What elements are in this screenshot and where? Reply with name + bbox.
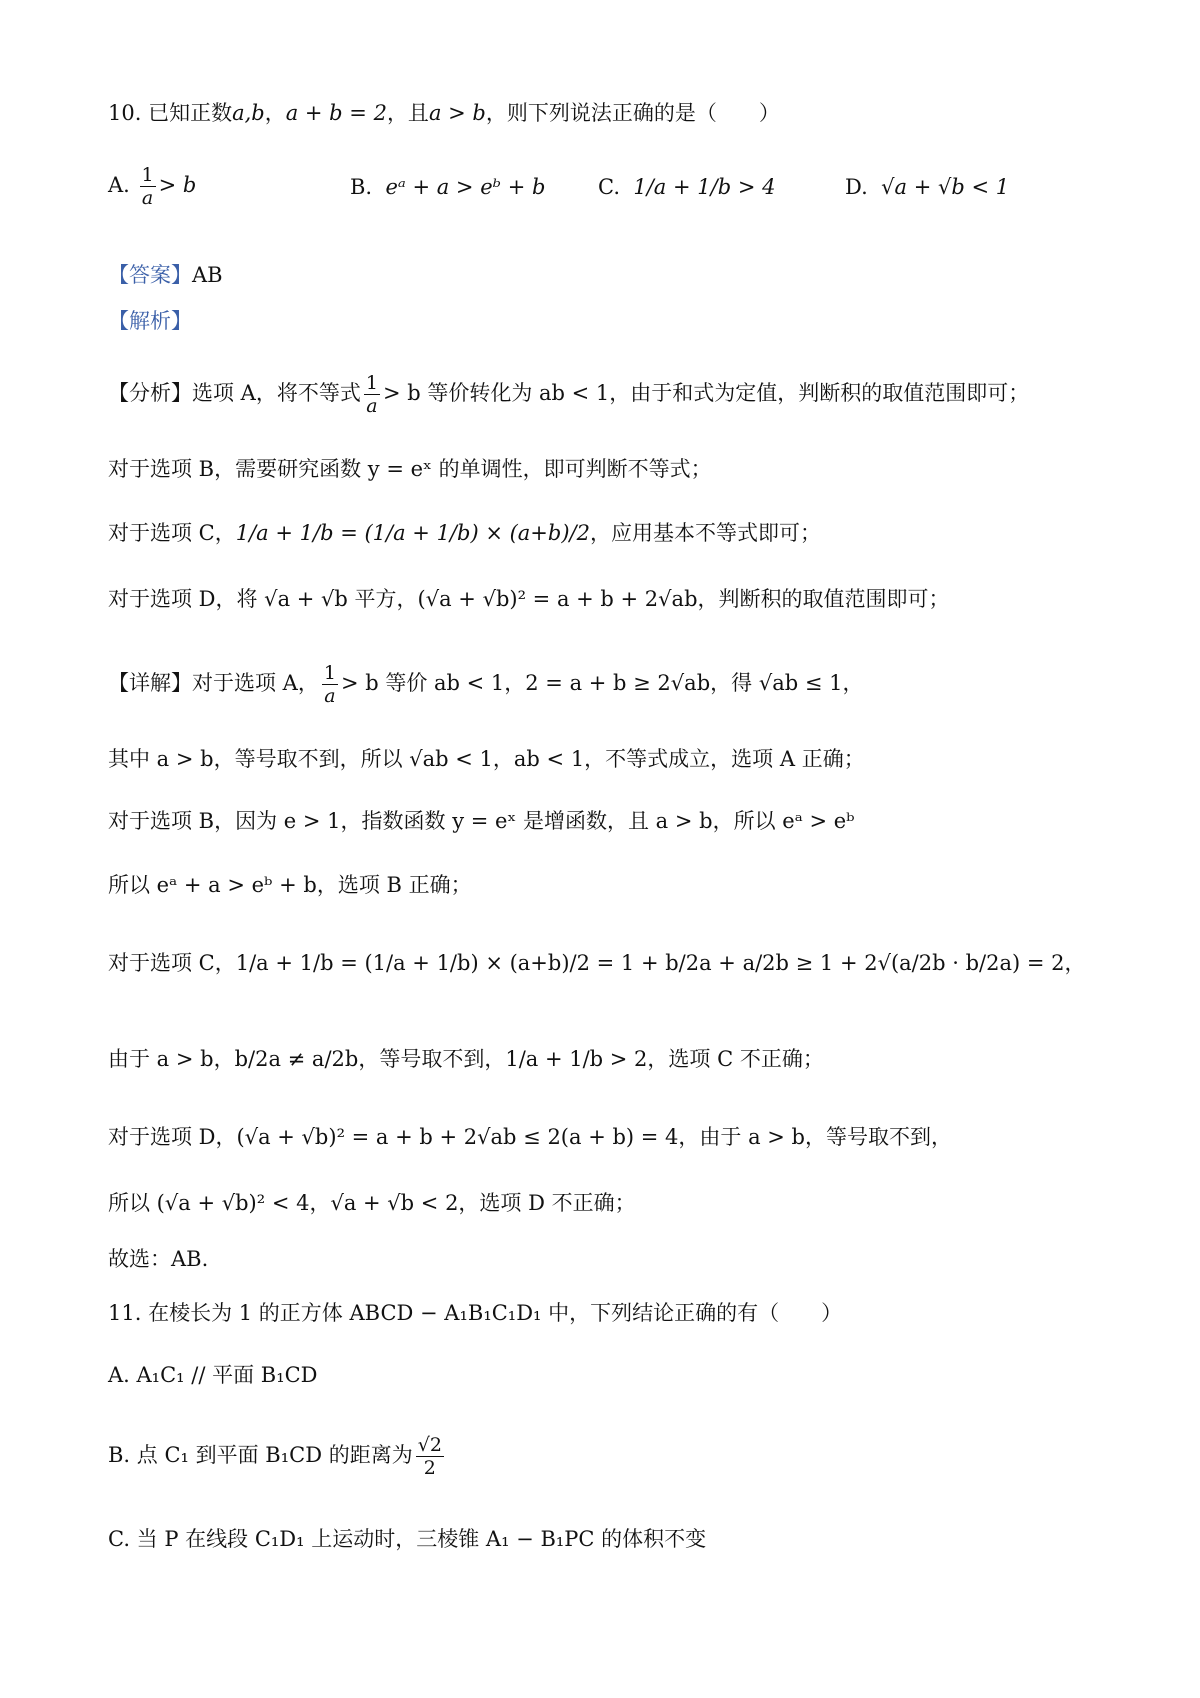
q10-stem-text3: ，则下列说法正确的是（ ） bbox=[485, 101, 780, 125]
q11-stem-text: 11. 在棱长为 1 的正方体 ABCD − A₁B₁C₁D₁ 中，下列结论正确的有（ ） bbox=[108, 1301, 843, 1325]
q10-option-b bbox=[350, 172, 545, 202]
fraction-denominator: a bbox=[140, 186, 156, 209]
q11-option-c bbox=[108, 1524, 1110, 1554]
q10-stem-text2: ，且 bbox=[386, 101, 429, 125]
option-label: D. bbox=[845, 175, 868, 199]
analysis-line-1 bbox=[108, 372, 1110, 417]
analysis-text: ，应用基本不等式即可； bbox=[589, 521, 821, 545]
fraction bbox=[416, 1434, 444, 1479]
analysis-line-4 bbox=[108, 584, 1110, 614]
detail-line-3 bbox=[108, 806, 1110, 836]
q10-option-a bbox=[108, 164, 196, 209]
detail-text: 对于选项 C，1/a + 1/b = (1/a + 1/b) × (a+b)/2 = 1 + b/2a + a/2b ≥ 1 + 2√(a/2b · b/2a) = 2， bbox=[108, 951, 1086, 975]
detail-text: > b 等价 ab < 1，2 = a + b ≥ 2√ab，得 √ab ≤ 1， bbox=[340, 671, 864, 695]
option-text: B. 点 C₁ 到平面 B₁CD 的距离为 bbox=[108, 1443, 413, 1467]
detail-text: 其中 a > b，等号取不到，所以 √ab < 1，ab < 1，不等式成立，选项 A 正确； bbox=[108, 747, 865, 771]
analysis-text: 对于选项 B，需要研究函数 y = eˣ 的单调性，即可判断不等式； bbox=[108, 457, 712, 481]
option-expr: √a + √b < 1 bbox=[881, 175, 1010, 199]
detail-text: 对于选项 B，因为 e > 1，指数函数 y = eˣ 是增函数，且 a > b，所以 eᵃ > eᵇ bbox=[108, 809, 855, 833]
q10-stem-text: 10. 已知正数 bbox=[108, 101, 233, 125]
detail-line-4 bbox=[108, 870, 1110, 900]
analysis-line-2 bbox=[108, 454, 1110, 484]
q10-equation: a + b = 2 bbox=[285, 101, 387, 125]
option-label: C. bbox=[598, 175, 620, 199]
detail-line-1 bbox=[108, 662, 1110, 707]
analysis-header bbox=[108, 306, 1110, 336]
detail-line-6 bbox=[108, 1044, 1110, 1074]
q10-stem bbox=[108, 98, 1110, 128]
option-text: A. A₁C₁ // 平面 B₁CD bbox=[108, 1363, 318, 1387]
detail-text: 由于 a > b，b/2a ≠ a/2b，等号取不到，1/a + 1/b > 2，选项 C 不正确； bbox=[108, 1047, 824, 1071]
detail-text: 对于选项 D，(√a + √b)² = a + b + 2√ab ≤ 2(a + b) = 4，由于 a > b，等号取不到， bbox=[108, 1125, 952, 1149]
detail-line-7 bbox=[108, 1122, 1110, 1152]
analysis-formula: 1/a + 1/b = (1/a + 1/b) × (a+b)/2 bbox=[235, 521, 590, 545]
analysis-tag: 【解析】 bbox=[108, 309, 192, 333]
analysis-line-3 bbox=[108, 518, 1110, 548]
detail-line-2 bbox=[108, 744, 1110, 774]
q10-vars: a,b bbox=[232, 101, 265, 125]
fraction-denominator: a bbox=[364, 394, 380, 417]
xiangjie-tag: 【详解】 bbox=[108, 671, 192, 695]
q10-sep: ， bbox=[264, 101, 286, 125]
q11-stem bbox=[108, 1298, 1110, 1328]
answer-line bbox=[108, 260, 1110, 290]
detail-line-9 bbox=[108, 1244, 1110, 1274]
analysis-text: 对于选项 D，将 √a + √b 平方，(√a + √b)² = a + b + 2√ab，判断积的取值范围即可； bbox=[108, 587, 950, 611]
q10-option-d bbox=[845, 172, 1009, 202]
fraction-denominator: 2 bbox=[416, 1456, 444, 1479]
option-expr: 1/a + 1/b > 4 bbox=[633, 175, 776, 199]
fenxi-tag: 【分析】 bbox=[108, 381, 192, 405]
analysis-text: 选项 A，将不等式 bbox=[192, 381, 361, 405]
option-label: B. bbox=[350, 175, 373, 199]
fraction-numerator: √2 bbox=[417, 1434, 442, 1456]
detail-line-5 bbox=[108, 948, 1110, 978]
answer-value: AB bbox=[192, 263, 223, 287]
detail-text: 对于选项 A， bbox=[192, 671, 319, 695]
fraction-numerator: 1 bbox=[323, 662, 336, 684]
option-expr: > b bbox=[158, 173, 197, 197]
q10-condition: a > b bbox=[428, 101, 486, 125]
analysis-text: > b 等价转化为 ab < 1，由于和式为定值，判断积的取值范围即可； bbox=[382, 381, 1030, 405]
detail-line-8 bbox=[108, 1188, 1110, 1218]
option-text: C. 当 P 在线段 C₁D₁ 上运动时，三棱锥 A₁ − B₁PC 的体积不变 bbox=[108, 1527, 707, 1551]
option-expr: eᵃ + a > eᵇ + b bbox=[385, 175, 546, 199]
detail-text: 故选：AB. bbox=[108, 1247, 209, 1271]
q11-option-a bbox=[108, 1360, 1110, 1390]
detail-text: 所以 (√a + √b)² < 4，√a + √b < 2，选项 D 不正确； bbox=[108, 1191, 636, 1215]
answer-tag: 【答案】 bbox=[108, 263, 192, 287]
q11-option-b bbox=[108, 1434, 1110, 1479]
q10-option-c bbox=[598, 172, 775, 202]
fraction-denominator: a bbox=[322, 684, 338, 707]
fraction-numerator: 1 bbox=[141, 164, 154, 186]
fraction-numerator: 1 bbox=[365, 372, 378, 394]
fraction bbox=[140, 164, 156, 209]
analysis-text: 对于选项 C， bbox=[108, 521, 236, 545]
detail-text: 所以 eᵃ + a > eᵇ + b，选项 B 正确； bbox=[108, 873, 472, 897]
fraction bbox=[364, 372, 380, 417]
option-label: A. bbox=[108, 173, 130, 197]
fraction bbox=[322, 662, 338, 707]
